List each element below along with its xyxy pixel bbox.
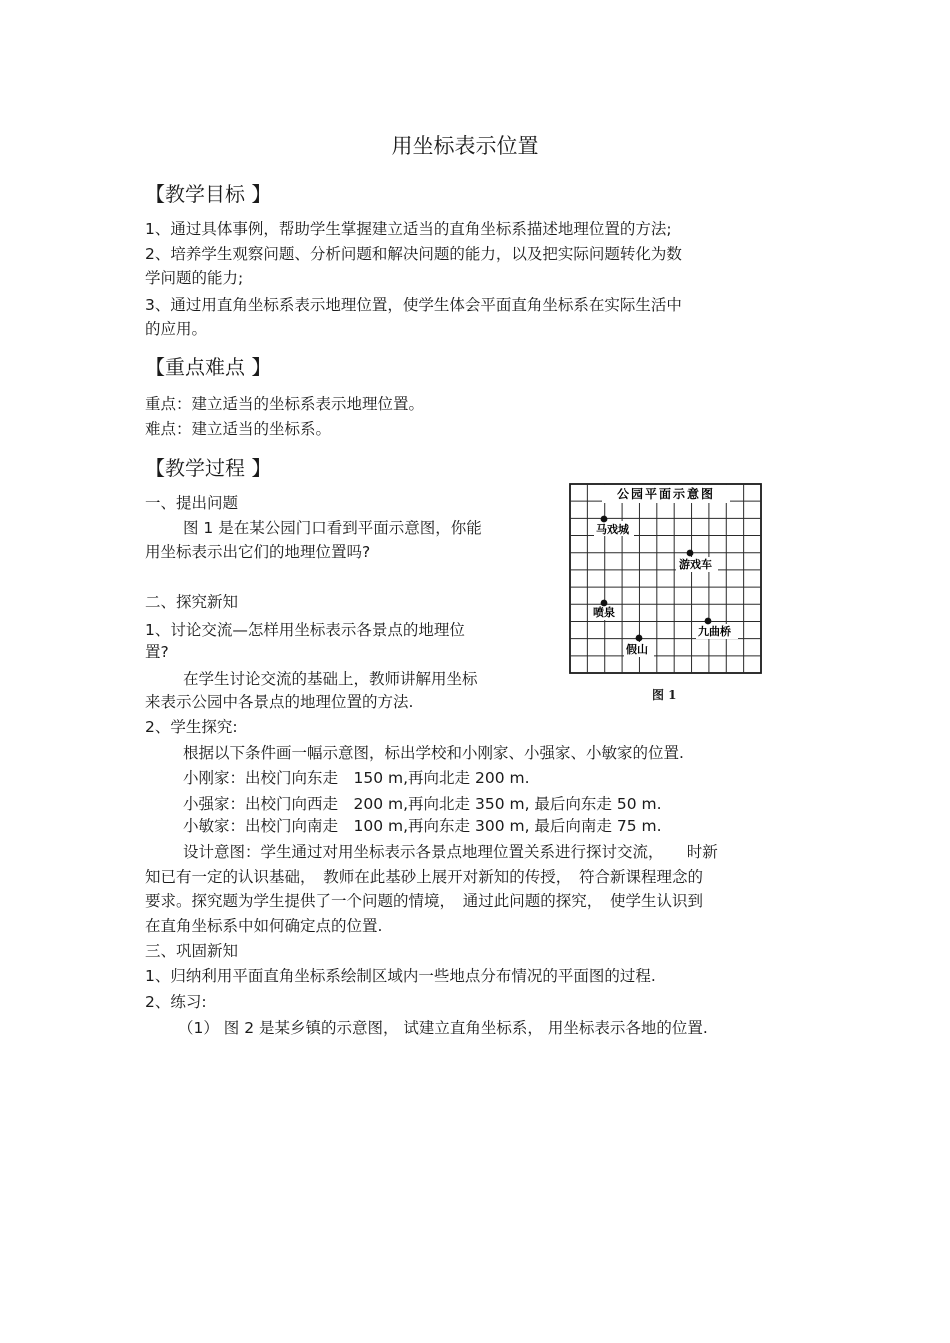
section-heading-keypoints: 【重点难点 】 [145, 355, 272, 379]
key-point: 重点：建立适当的坐标系表示地理位置。 [145, 395, 425, 413]
discuss-line-1: 1、讨论交流—怎样用坐标表示各景点的地理位 [145, 621, 465, 639]
consolidate-item-1: 1、归纳利用平面直角坐标系绘制区域内一些地点分布情况的平面图的过程. [145, 967, 656, 985]
xiaomin-route: 小敏家：出校门向南走 100 m,再向东走 300 m, 最后向南走 75 m. [183, 817, 662, 835]
figure-caption: 图 1 [652, 688, 677, 702]
design-intent-line-3: 要求。探究题为学生提供了一个问题的情境， 通过此问题的探究， 使学生认识到 [145, 892, 704, 910]
design-intent-line-1: 设计意图：学生通过对用坐标表示各景点地理位置关系进行探讨交流， 时新 [183, 843, 718, 861]
discuss-line-2: 置? [145, 643, 169, 661]
goal-item-2-line-2: 学问题的能力; [145, 269, 244, 287]
design-intent-line-4: 在直角坐标系中如何确定点的位置. [145, 917, 383, 935]
label-circus: 马戏城 [596, 523, 629, 536]
teacher-line-2: 来表示公园中各景点的地理位置的方法. [145, 693, 414, 711]
label-ride: 游戏车 [679, 558, 712, 571]
part1-heading: 一、提出问题 [145, 494, 239, 512]
teacher-line-1: 在学生讨论交流的基础上，教师讲解用坐标 [183, 670, 478, 688]
figure-border [570, 484, 761, 673]
part3-heading: 三、巩固新知 [145, 942, 239, 960]
part2-heading: 二、探究新知 [145, 593, 239, 611]
practice-heading: 2、练习: [145, 993, 207, 1011]
figure-title: 公园平面示意图 [616, 487, 716, 501]
design-intent-line-2: 知已有一定的认识基础， 教师在此基砂上展开对新知的传授， 符合新课程理念的 [145, 868, 704, 886]
goal-item-1: 1、通过具体事例，帮助学生掌握建立适当的直角坐标系描述地理位置的方法; [145, 220, 672, 238]
section-heading-goals: 【教学目标 】 [145, 182, 272, 206]
page-title: 用坐标表示位置 [391, 134, 539, 158]
xiaogang-route: 小刚家：出校门向东走 150 m,再向北走 200 m. [183, 769, 530, 787]
goal-item-3-line-1: 3、通过用直角坐标系表示地理位置，使学生体会平面直角坐标系在实际生活中 [145, 296, 682, 314]
label-rockery: 假山 [626, 643, 648, 656]
park-plan-figure [568, 482, 763, 675]
ride-dot [687, 550, 694, 557]
xiaoqiang-route: 小强家：出校门向西走 200 m,再向北走 350 m, 最后向东走 50 m. [183, 795, 662, 813]
rockery-dot [636, 635, 643, 642]
explore-heading: 2、学生探究: [145, 718, 238, 736]
circus-dot [601, 516, 608, 523]
practice-item-1: （1） 图 2 是某乡镇的示意图， 试建立直角坐标系， 用坐标表示各地的位置. [178, 1019, 708, 1037]
section-heading-process: 【教学过程 】 [145, 456, 272, 480]
part1-text-line-2: 用坐标表示出它们的地理位置吗? [145, 543, 371, 561]
bridge-dot [705, 618, 712, 625]
goal-item-2-line-1: 2、培养学生观察问题、分析问题和解决问题的能力，以及把实际问题转化为数 [145, 245, 682, 263]
part1-text-line-1: 图 1 是在某公园门口看到平面示意图，你能 [183, 519, 482, 537]
goal-item-3-line-2: 的应用。 [145, 320, 208, 338]
difficulty-point: 难点：建立适当的坐标系。 [145, 420, 332, 438]
label-fountain: 喷泉 [593, 606, 615, 619]
label-bridge: 九曲桥 [698, 625, 731, 638]
explore-task: 根据以下条件画一幅示意图，标出学校和小刚家、小强家、小敏家的位置. [183, 744, 684, 762]
